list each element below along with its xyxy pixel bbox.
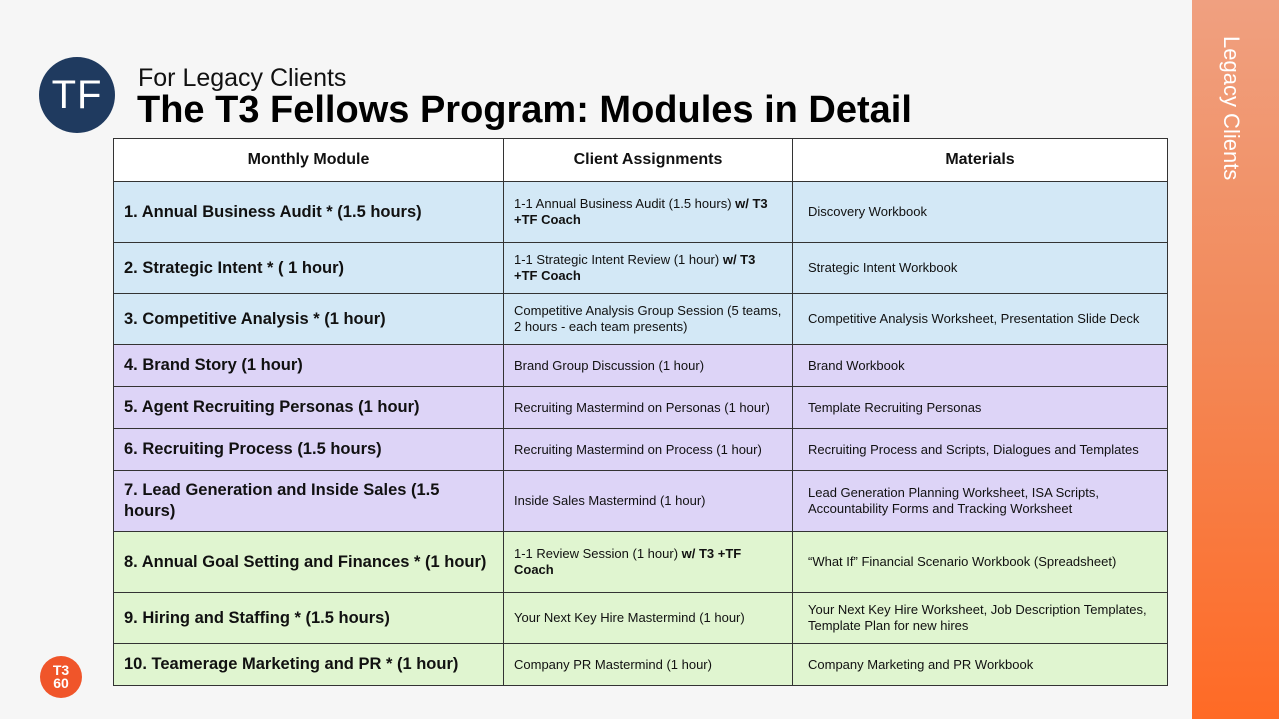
assignment-bold-text: w/ T3 +TF Coach	[514, 252, 756, 283]
assignment-text: 1-1 Review Session (1 hour)	[514, 546, 682, 561]
table-header-row	[114, 139, 1168, 182]
module-cell: 2. Strategic Intent * ( 1 hour)	[114, 243, 504, 294]
assignment-cell	[504, 243, 793, 294]
module-cell: 1. Annual Business Audit * (1.5 hours)	[114, 182, 504, 243]
assignment-bold-text: w/ T3 +TF Coach	[514, 196, 768, 227]
materials-cell: Recruiting Process and Scripts, Dialogues and Templates	[793, 429, 1168, 471]
assignment-text: Brand Group Discussion (1 hour)	[514, 357, 705, 373]
assignment-text: Inside Sales Mastermind (1 hour)	[514, 493, 706, 508]
module-cell: 9. Hiring and Staffing * (1.5 hours)	[114, 593, 504, 644]
materials-cell: Your Next Key Hire Worksheet, Job Description Templates, Template Plan for new hires	[793, 593, 1168, 644]
module-cell: 4. Brand Story (1 hour)	[114, 345, 504, 387]
table-row	[114, 345, 1168, 387]
table-row	[114, 593, 1168, 644]
materials-cell: Strategic Intent Workbook	[793, 243, 1168, 294]
header-materials: Materials	[793, 139, 1168, 182]
header-client-assignments: Client Assignments	[504, 139, 793, 182]
module-cell: 3. Competitive Analysis * (1 hour)	[114, 294, 504, 345]
module-cell: 5. Agent Recruiting Personas (1 hour)	[114, 387, 504, 429]
assignment-text: Recruiting Mastermind on Personas (1 hour)	[514, 399, 770, 415]
table-row	[114, 387, 1168, 429]
module-cell: 8. Annual Goal Setting and Finances * (1 hour)	[114, 532, 504, 593]
materials-cell: Brand Workbook	[793, 345, 1168, 387]
assignment-text: Recruiting Mastermind on Process (1 hour)	[514, 441, 762, 457]
assignment-text: 1-1 Strategic Intent Review (1 hour)	[514, 252, 723, 267]
table-row	[114, 243, 1168, 294]
table-row	[114, 532, 1168, 593]
table-row	[114, 294, 1168, 345]
module-cell: 6. Recruiting Process (1.5 hours)	[114, 429, 504, 471]
table-row	[114, 471, 1168, 532]
header-monthly-module: Monthly Module	[114, 139, 504, 182]
tf-logo: TF	[39, 57, 115, 133]
assignment-cell	[504, 387, 793, 429]
table-row	[114, 429, 1168, 471]
table-row	[114, 182, 1168, 243]
materials-cell: Lead Generation Planning Worksheet, ISA Scripts, Accountability Forms and Tracking Worksheet	[793, 471, 1168, 532]
assignment-cell	[504, 644, 793, 686]
module-cell: 7. Lead Generation and Inside Sales (1.5 hours)	[114, 471, 504, 532]
assignment-text: Your Next Key Hire Mastermind (1 hour)	[514, 610, 745, 625]
assignment-cell	[504, 532, 793, 593]
t360-logo-line2: 60	[53, 675, 69, 691]
assignment-cell	[504, 294, 793, 345]
materials-cell: Template Recruiting Personas	[793, 387, 1168, 429]
assignment-text: 1-1 Annual Business Audit (1.5 hours)	[514, 196, 736, 211]
slide-subtitle: For Legacy Clients	[138, 64, 347, 92]
side-label: Legacy Clients	[1219, 36, 1244, 181]
t360-logo	[40, 656, 82, 698]
assignment-text: Company PR Mastermind (1 hour)	[514, 656, 712, 672]
assignment-cell	[504, 471, 793, 532]
materials-cell: Competitive Analysis Worksheet, Presentation Slide Deck	[793, 294, 1168, 345]
t360-logo-line1: T3	[52, 662, 70, 678]
materials-cell: “What If” Financial Scenario Workbook (Spreadsheet)	[793, 532, 1168, 593]
assignment-cell	[504, 345, 793, 387]
assignment-cell	[504, 429, 793, 471]
slide-title: The T3 Fellows Program: Modules in Detail	[137, 89, 912, 131]
table-row	[114, 644, 1168, 686]
assignment-cell	[504, 182, 793, 243]
materials-cell: Company Marketing and PR Workbook	[793, 644, 1168, 686]
modules-table	[113, 138, 1168, 686]
materials-cell: Discovery Workbook	[793, 182, 1168, 243]
module-cell: 10. Teamerage Marketing and PR * (1 hour)	[114, 644, 504, 686]
assignment-bold-text: w/ T3 +TF Coach	[514, 546, 742, 577]
assignment-text: Competitive Analysis Group Session (5 teams, 2 hours - each team presents)	[514, 303, 782, 334]
assignment-cell	[504, 593, 793, 644]
